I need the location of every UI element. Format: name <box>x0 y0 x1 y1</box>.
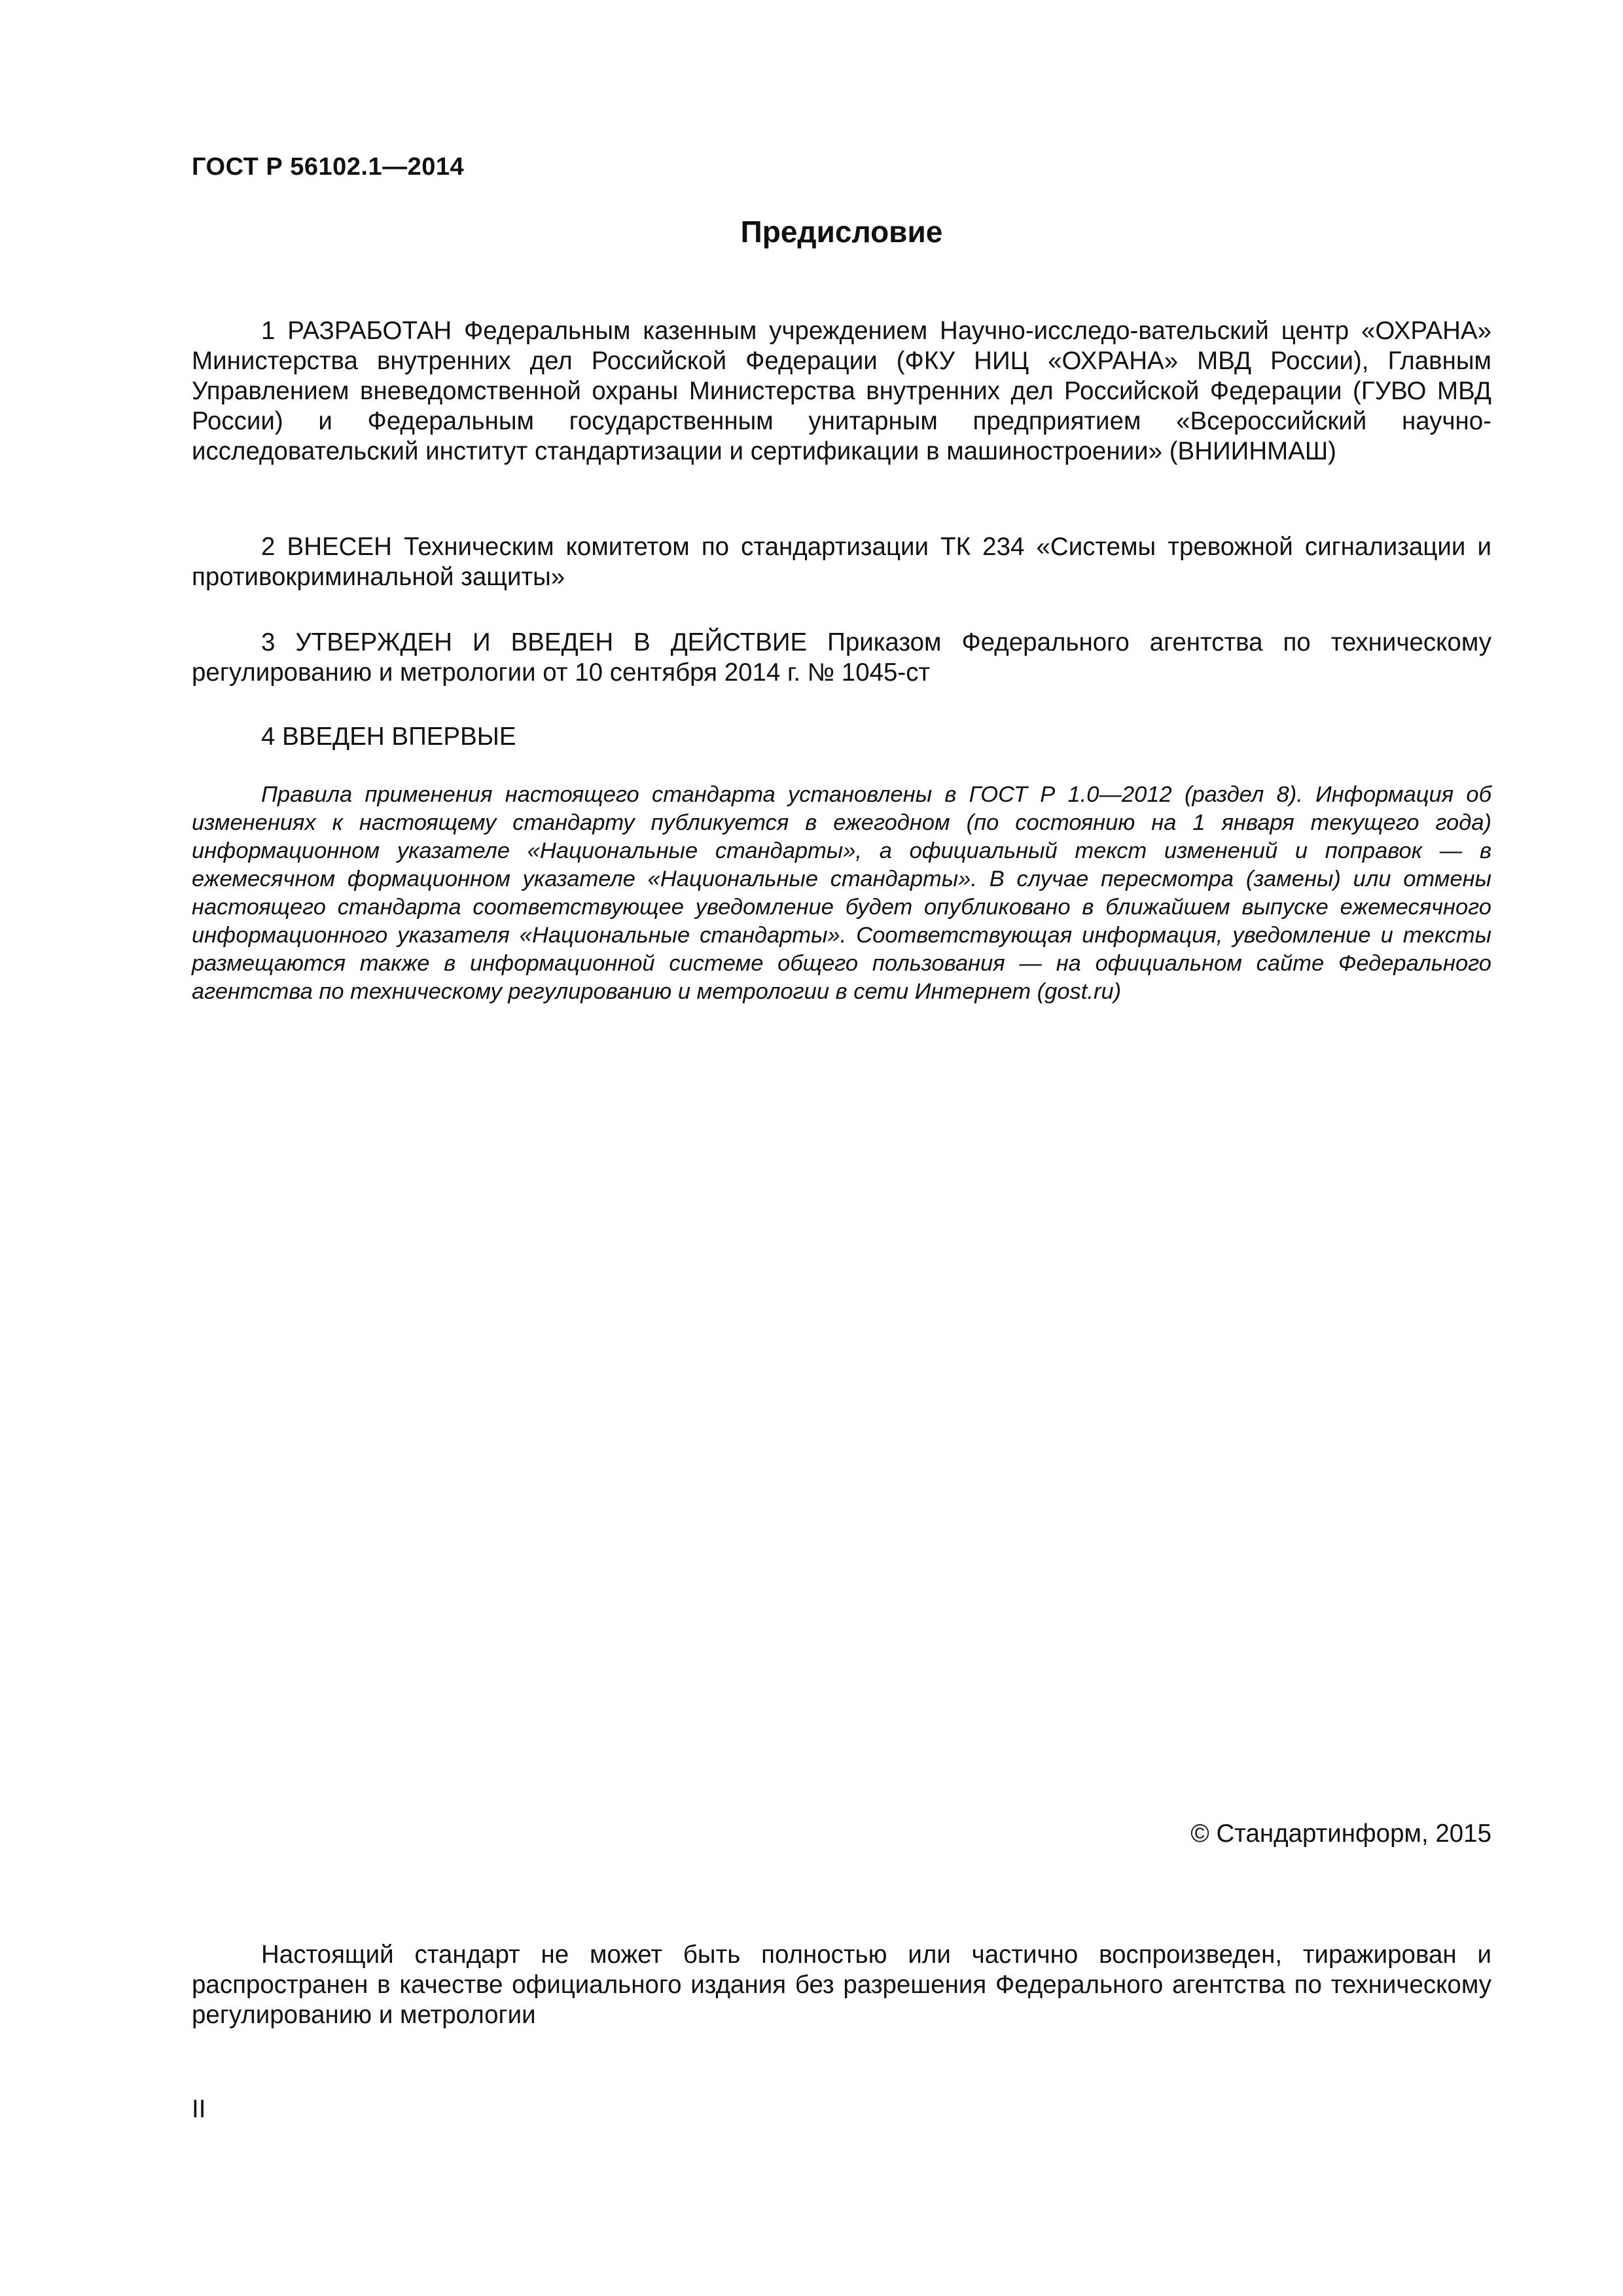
page-number: II <box>192 2095 206 2123</box>
application-rules-note: Правила применения настоящего стандарта установлены в ГОСТ Р 1.0—2012 (раздел 8). Информация об изменениях к настоящему стандарту публикуется в ежегодном (по состоянию на 1 января текущего года) информационном указателе «Национальные стандарты», а официальный текст изменений и поправок — в ежемесячном формационном указателе «Национальные стандарты». В случае пересмотра (замены) или отмены настоящего стандарта соответствующее уведомление будет опубликовано в ближайшем выпуске ежемесячного информационного указателя «Национальные стандарты». Соответствующая информация, уведомление и тексты размещаются также в информационной системе общего пользования — на официальном сайте Федерального агентства по техническому регулированию и метрологии в сети Интернет (gost.ru) <box>192 782 1491 1004</box>
copyright-line: © Стандартинформ, 2015 <box>1190 1820 1491 1848</box>
standard-code-header: ГОСТ Р 56102.1—2014 <box>192 153 465 181</box>
paragraph-approved: 3 УТВЕРЖДЕН И ВВЕДЕН В ДЕЙСТВИЕ Приказом Федерального агентства по техническому регулированию и метрологии от 10 сентября 2014 г. № 1045-ст <box>192 628 1491 687</box>
paragraph-first-introduced: 4 ВВЕДЕН ВПЕРВЫЕ <box>261 723 516 751</box>
page-title: Предисловие <box>740 215 943 249</box>
paragraph-developed-by: 1 РАЗРАБОТАН Федеральным казенным учреждением Научно-исследо-вательский центр «ОХРАНА» Министерства внутренних дел Российской Федерации (ФКУ НИЦ «ОХРАНА» МВД России), Главным Управлением вневедомственной охраны Министерства внутренних дел Российской Федерации (ГУВО МВД России) и Федеральным государственным унитарным предприятием «Всероссийский научно-исследовательский институт стандартизации и сертификации в машиностроении» (ВНИИНМАШ) <box>192 317 1491 465</box>
reproduction-notice: Настоящий стандарт не может быть полностью или частично воспроизведен, тиражирован и распространен в качестве официального издания без разрешения Федерального агентства по техническому регулированию и метрологии <box>192 1941 1491 2029</box>
paragraph-introduced-by: 2 ВНЕСЕН Техническим комитетом по стандартизации ТК 234 «Системы тревожной сигнализации и противокриминальной защиты» <box>192 533 1491 591</box>
